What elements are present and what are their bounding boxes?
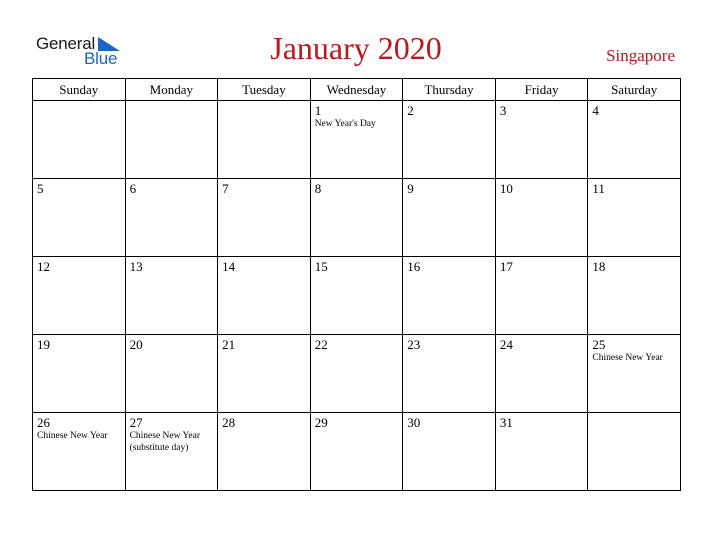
day-cell <box>403 335 496 413</box>
day-cell <box>218 257 311 335</box>
day-number: 27 <box>129 415 143 430</box>
day-number: 6 <box>129 181 137 196</box>
day-number: 8 <box>314 181 322 196</box>
empty-day-cell <box>218 101 311 179</box>
week-row <box>33 413 681 491</box>
day-number: 17 <box>499 259 513 274</box>
day-cell <box>310 101 403 179</box>
day-cell <box>218 413 311 491</box>
week-row <box>33 335 681 413</box>
logo-text-general: General <box>36 34 96 53</box>
day-number: 25 <box>592 337 606 352</box>
weekday-header-row <box>33 79 681 101</box>
day-cell <box>403 413 496 491</box>
day-number: 11 <box>592 181 605 196</box>
weekday-header: Monday <box>125 79 218 101</box>
day-number: 9 <box>407 181 414 196</box>
day-cell <box>310 179 403 257</box>
day-number: 18 <box>592 259 606 274</box>
day-number: 23 <box>407 337 421 352</box>
day-number: 14 <box>222 259 236 274</box>
day-cell <box>588 179 681 257</box>
empty-day-cell <box>33 101 126 179</box>
day-number: 4 <box>592 103 599 118</box>
day-number: 15 <box>314 259 328 274</box>
week-row <box>33 179 681 257</box>
day-number: 12 <box>37 259 50 274</box>
day-number: 21 <box>222 337 236 352</box>
logo-text-blue: Blue <box>84 49 118 68</box>
day-cell <box>403 101 496 179</box>
week-row <box>33 257 681 335</box>
day-cell <box>495 101 588 179</box>
day-cell <box>495 179 588 257</box>
weekday-header: Wednesday <box>310 79 403 101</box>
day-number: 3 <box>499 103 507 118</box>
holiday-label: New Year's Day <box>314 119 376 129</box>
weekday-header: Tuesday <box>218 79 311 101</box>
weekday-header: Thursday <box>403 79 496 101</box>
day-cell <box>33 257 126 335</box>
day-cell <box>588 335 681 413</box>
holiday-label: Chinese New Year <box>37 431 108 441</box>
day-cell <box>310 413 403 491</box>
day-cell <box>33 413 126 491</box>
day-number: 22 <box>314 337 328 352</box>
weekday-header: Saturday <box>588 79 681 101</box>
day-cell <box>495 335 588 413</box>
weekday-header: Sunday <box>33 79 126 101</box>
empty-day-cell <box>125 101 218 179</box>
day-number: 16 <box>407 259 421 274</box>
holiday-label: (substitute day) <box>129 443 189 453</box>
weekday-header: Friday <box>495 79 588 101</box>
day-number: 1 <box>314 103 322 118</box>
day-cell <box>310 335 403 413</box>
empty-day-cell <box>588 413 681 491</box>
day-cell <box>495 413 588 491</box>
day-cell <box>403 179 496 257</box>
calendar-body <box>33 101 681 491</box>
day-cell <box>588 101 681 179</box>
day-cell <box>310 257 403 335</box>
day-cell <box>218 335 311 413</box>
week-row <box>33 101 681 179</box>
page-title: January 2020 <box>270 30 442 66</box>
day-cell <box>218 179 311 257</box>
day-cell <box>33 179 126 257</box>
day-number: 10 <box>499 181 513 196</box>
day-number: 28 <box>222 415 236 430</box>
day-cell <box>125 335 218 413</box>
day-number: 30 <box>407 415 421 430</box>
day-number: 19 <box>37 337 50 352</box>
day-cell <box>588 257 681 335</box>
day-cell <box>125 179 218 257</box>
day-number: 29 <box>314 415 328 430</box>
calendar-grid <box>32 78 681 491</box>
day-cell <box>33 335 126 413</box>
holiday-label: Chinese New Year <box>129 431 201 441</box>
day-number: 13 <box>129 259 143 274</box>
day-cell <box>495 257 588 335</box>
day-cell <box>125 257 218 335</box>
day-number: 20 <box>129 337 143 352</box>
day-cell <box>125 413 218 491</box>
day-cell <box>403 257 496 335</box>
country-label: Singapore <box>606 46 675 65</box>
day-number: 7 <box>222 181 229 196</box>
day-number: 2 <box>407 103 414 118</box>
holiday-label: Chinese New Year <box>592 353 663 363</box>
day-number: 5 <box>37 181 44 196</box>
day-number: 26 <box>37 415 50 430</box>
day-number: 24 <box>499 337 513 352</box>
day-number: 31 <box>499 415 513 430</box>
